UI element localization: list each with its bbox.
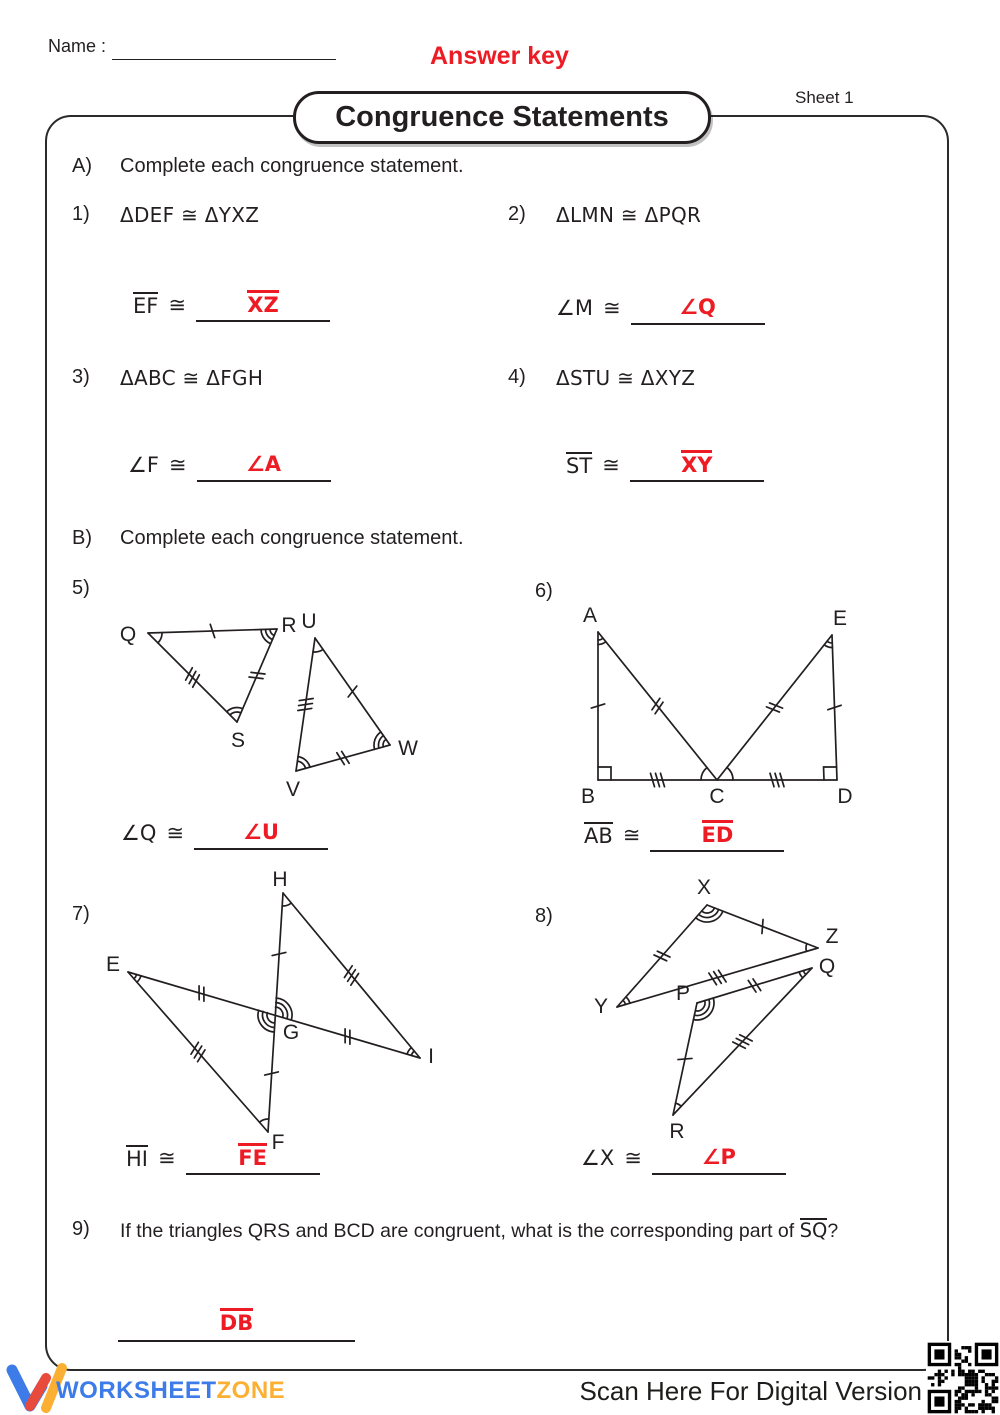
answer-key-label: Answer key	[430, 42, 569, 70]
problem-2-statement: ΔLMN ≅ ΔPQR	[556, 203, 702, 227]
worksheet-title: Congruence Statements	[293, 91, 711, 144]
congruent-symbol: ≅	[168, 453, 187, 477]
problem-9-question-segment: SQ	[799, 1219, 828, 1242]
problem-8-answer: ∠P	[701, 1145, 736, 1169]
problem-9-answer-blank	[118, 1308, 355, 1342]
congruent-symbol: ≅	[157, 1146, 176, 1171]
svg-text:Y: Y	[593, 995, 609, 1018]
congruent-symbol: ≅	[602, 453, 620, 478]
congruent-symbol: ≅	[602, 296, 621, 320]
problem-8-answer-blank	[652, 1145, 786, 1175]
svg-text:H: H	[272, 868, 288, 891]
problem-9-question-prefix: If the triangles QRS and BCD are congruent, what is the corresponding part of	[120, 1220, 800, 1242]
problem-2-answer-blank	[631, 295, 765, 325]
diagram-triangles-xyz-pqr	[540, 878, 980, 1158]
problem-7-answer: FE	[238, 1143, 267, 1169]
problem-5-answer-blank	[194, 820, 328, 850]
section-b-instruction: Complete each congruence statement.	[120, 527, 464, 549]
congruent-symbol: ≅	[166, 821, 184, 845]
qr-code	[926, 1341, 1000, 1415]
problem-6-answer: ED	[702, 820, 734, 846]
problem-2-prompt: ∠M	[556, 296, 593, 320]
problem-5-answer: ∠U	[243, 820, 279, 844]
svg-text:V: V	[285, 778, 301, 801]
problem-3-statement: ΔABC ≅ ΔFGH	[120, 366, 264, 390]
svg-text:Q: Q	[119, 623, 137, 646]
problem-8-number: 8)	[535, 905, 553, 927]
problem-3-answer-blank	[197, 452, 331, 482]
problem-6-answer-blank	[650, 820, 784, 852]
problem-4-number: 4)	[508, 366, 526, 388]
problem-3-answer-row	[128, 452, 331, 482]
svg-text:U: U	[301, 610, 317, 633]
problem-4-answer-row	[566, 450, 764, 482]
diagram-triangles-abc-edc	[560, 600, 960, 815]
problem-3-answer: ∠A	[245, 452, 282, 476]
section-a-label: A)	[72, 155, 92, 177]
problem-1-prompt: EF	[133, 292, 158, 322]
svg-text:E: E	[832, 607, 848, 630]
problem-8-answer-row	[581, 1145, 786, 1175]
problem-7-prompt: HI	[126, 1145, 148, 1175]
svg-text:A: A	[582, 604, 598, 627]
diagram-triangles-efg-hig	[100, 868, 500, 1154]
congruent-symbol: ≅	[168, 293, 186, 318]
svg-text:G: G	[282, 1021, 300, 1044]
section-a-instruction: Complete each congruence statement.	[120, 155, 464, 177]
problem-3-prompt: ∠F	[128, 453, 159, 477]
brand-zone: ZONE	[216, 1377, 286, 1404]
problem-9-question	[120, 1218, 838, 1243]
problem-4-answer: XY	[681, 450, 712, 476]
brand-wordmark	[56, 1377, 285, 1405]
brand-worksheet: WORKSHEET	[56, 1377, 217, 1404]
svg-text:E: E	[105, 953, 121, 976]
scan-here-text: Scan Here For Digital Version	[579, 1376, 922, 1406]
problem-2-number: 2)	[508, 203, 526, 225]
problem-1-number: 1)	[72, 203, 90, 225]
problem-9-answer: DB	[220, 1308, 253, 1334]
congruent-symbol: ≅	[624, 1146, 642, 1170]
svg-text:Q: Q	[818, 955, 836, 978]
problem-9-number: 9)	[72, 1218, 90, 1240]
problem-7-answer-blank	[186, 1143, 320, 1175]
name-blank-line	[112, 38, 336, 60]
problem-4-statement: ΔSTU ≅ ΔXYZ	[556, 366, 696, 390]
congruent-symbol: ≅	[622, 823, 641, 848]
problem-7-number: 7)	[72, 903, 90, 925]
section-b-label: B)	[72, 527, 92, 549]
svg-text:C: C	[709, 785, 725, 808]
svg-text:F: F	[271, 1131, 285, 1154]
svg-text:X: X	[696, 876, 712, 899]
problem-4-answer-blank	[630, 450, 764, 482]
problem-9-question-suffix: ?	[827, 1220, 839, 1242]
problem-1-answer-blank	[196, 290, 330, 322]
problem-3-number: 3)	[72, 366, 90, 388]
problem-5-number: 5)	[72, 577, 90, 599]
problem-1-answer-row	[133, 290, 330, 322]
sheet-number: Sheet 1	[795, 88, 854, 107]
problem-2-answer: ∠Q	[679, 295, 716, 319]
problem-5-prompt: ∠Q	[121, 821, 157, 845]
problem-6-answer-row	[584, 820, 784, 852]
problem-5-answer-row	[121, 820, 328, 850]
problem-1-statement: ΔDEF ≅ ΔYXZ	[120, 203, 260, 227]
svg-text:Z: Z	[825, 925, 839, 948]
svg-text:B: B	[580, 785, 596, 808]
problem-6-number: 6)	[535, 580, 553, 602]
name-label: Name :	[48, 36, 107, 56]
problem-2-answer-row	[556, 295, 765, 325]
problem-6-prompt: AB	[584, 822, 613, 852]
svg-text:P: P	[675, 982, 691, 1005]
svg-text:D: D	[837, 785, 853, 808]
problem-1-answer: XZ	[247, 290, 278, 316]
svg-text:S: S	[230, 729, 246, 752]
svg-text:R: R	[669, 1120, 685, 1143]
svg-text:R: R	[281, 614, 297, 637]
diagram-triangles-qrs-uvw	[95, 608, 495, 823]
svg-text:I: I	[428, 1045, 434, 1068]
svg-text:W: W	[398, 737, 418, 760]
problem-8-prompt: ∠X	[581, 1146, 615, 1170]
problem-4-prompt: ST	[566, 452, 592, 482]
problem-7-answer-row	[126, 1143, 320, 1175]
